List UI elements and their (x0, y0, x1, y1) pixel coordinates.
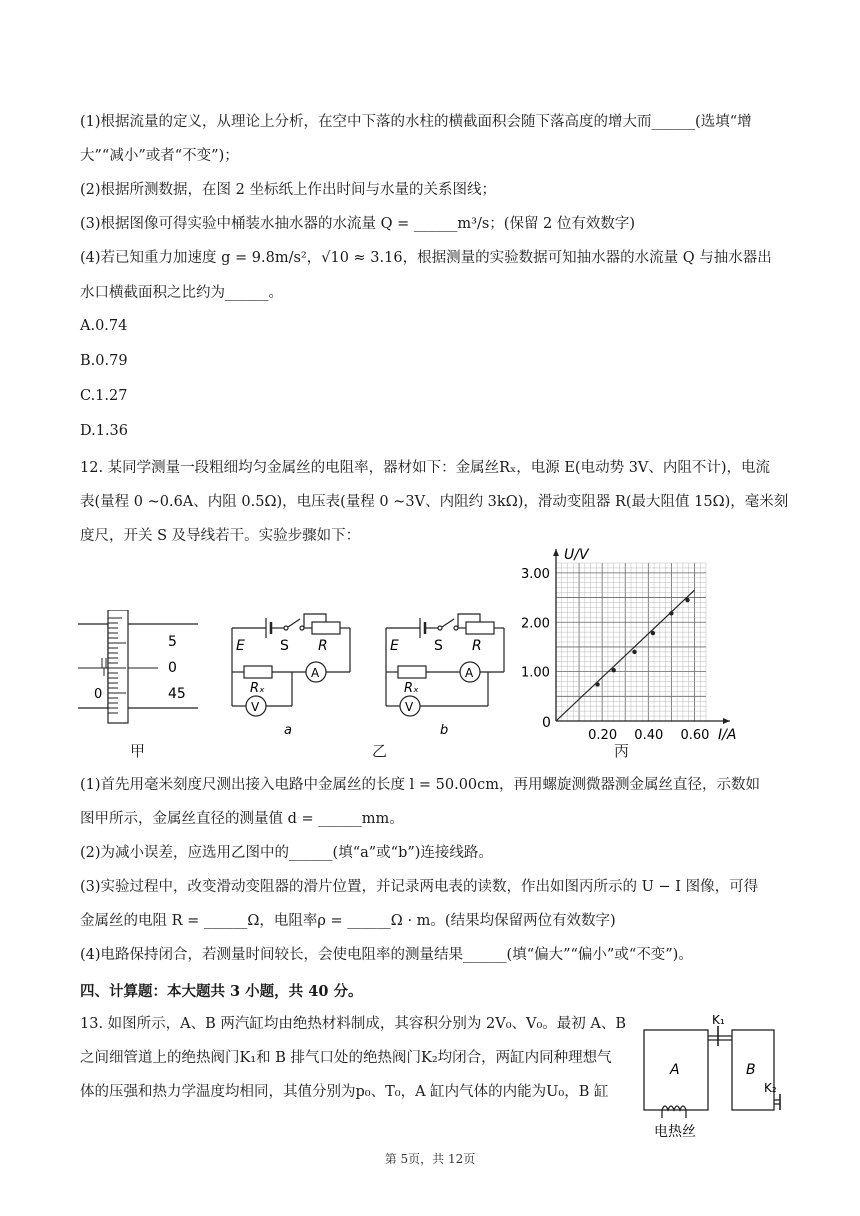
data-point (632, 650, 636, 654)
q13-line3: 体的压强和热力学温度均相同，其值分别为p₀、T₀，A 缸内气体的内能为U₀，B 缸 (80, 1084, 609, 1100)
circuit-a-ammeter-label: A (311, 666, 320, 680)
x-tick-label: 0.40 (634, 728, 664, 743)
circuit-b-ammeter-label: A (465, 666, 474, 680)
y-tick-label: 3.00 (521, 566, 550, 582)
q11-option-d: D.1.36 (80, 423, 129, 439)
micrometer-label-45: 45 (168, 686, 186, 702)
q12-intro-line2: 表(量程 0 ~0.6A、内阻 0.5Ω)，电压表(量程 0 ~3V、内阻约 3kΩ)，滑动变阻器 R(最大阻值 15Ω)，毫米刻 (80, 494, 789, 510)
q12-part4: (4)电路保持闭合，若测量时间较长，会使电阻率的测量结果______(填“偏大”“偏小”或“不变”)。 (80, 947, 693, 963)
x-tick-label: 0.60 (680, 728, 710, 743)
x-tick-label: 0.20 (588, 728, 618, 743)
q11-part1-line1: (1)根据流量的定义，从理论上分析，在空中下落的水柱的横截面积会随下落高度的增大而______(选填“增 (80, 114, 752, 130)
circuit-b (376, 610, 516, 740)
q12-part2: (2)为减小误差，应选用乙图中的______(填“a”或“b”)连接线路。 (80, 845, 493, 861)
micrometer-main-0: 0 (94, 687, 103, 702)
data-point (669, 611, 673, 615)
circuit-b-letter: b (440, 723, 449, 738)
q11-part3: (3)根据图像可得实验中桶装水抽水器的水流量 Q = ______m³/s；(保留 2 位有效数字) (80, 216, 636, 232)
q13-valve-k2-label: K₂ (764, 1081, 777, 1095)
q11-part4-line2: 水口横截面积之比约为______。 (80, 285, 283, 301)
q13-line2: 之间细管道上的绝热阀门K₁和 B 排气口处的绝热阀门K₂均闭合，两缸内同种理想气 (80, 1050, 612, 1066)
q13-line1: 13. 如图所示，A、B 两汽缸均由绝热材料制成，其容积分别为 2V₀、V₀。最初 A、B (80, 1016, 627, 1032)
q11-part4-line1: (4)若已知重力加速度 g = 9.8m/s²，√10 ≈ 3.16，根据测量的实验数据可知抽水器的水流量 Q 与抽水器出 (80, 250, 772, 266)
y-axis-arrow (553, 549, 559, 556)
circuit-a (222, 610, 362, 740)
circuit-a-e-label: E (236, 638, 245, 654)
q13-valve-k1-label: K₁ (712, 1013, 725, 1027)
q11-part1-line2: 大”“减小”或者“不变”)； (80, 148, 239, 164)
q12-intro-line3: 度尺，开关 S 及导线若干。实验步骤如下： (80, 528, 361, 544)
circuit-a-s-label: S (280, 638, 289, 654)
data-point (651, 631, 655, 635)
section-4-heading: 四、计算题：本大题共 3 小题，共 40 分。 (80, 983, 363, 1000)
q13-cylinder-b-label: B (746, 1062, 756, 1078)
chart-grid (556, 563, 706, 721)
circuit-b-e-label: E (390, 638, 399, 654)
q11-option-a: A.0.74 (80, 318, 128, 334)
q12-part1-line1: (1)首先用毫米刻度尺测出接入电路中金属丝的长度 l = 50.00cm，再用螺旋测微器测金属丝直径，示数如 (80, 777, 761, 793)
q13-cylinder-a-label: A (670, 1062, 680, 1078)
data-point (595, 682, 599, 686)
micrometer-figure (78, 610, 208, 725)
data-point (611, 668, 615, 672)
y-tick-label: 1.00 (521, 665, 550, 681)
circuit-b-rx-label: Rₓ (404, 681, 419, 696)
circuit-a-rx-label: Rₓ (250, 681, 265, 696)
figure-bing-label: 丙 (614, 742, 630, 760)
circuit-a-r-label: R (318, 638, 328, 654)
figure-jia-label: 甲 (130, 742, 146, 760)
q11-option-c: C.1.27 (80, 388, 128, 404)
q11-part2: (2)根据所测数据，在图 2 坐标纸上作出时间与水量的关系图线； (80, 182, 496, 198)
chart-y-axis-label: U/V (564, 547, 589, 563)
micrometer-label-0: 0 (168, 660, 177, 676)
circuit-b-r-label: R (472, 638, 482, 654)
circuit-a-voltmeter-label: V (251, 700, 260, 714)
figure-yi-label: 乙 (372, 742, 388, 760)
circuit-b-s-label: S (434, 638, 443, 654)
q12-part1-line2: 图甲所示，金属丝直径的测量值 d = ______mm。 (80, 811, 404, 827)
q13-cylinder-figure (640, 1012, 790, 1142)
q11-option-b: B.0.79 (80, 353, 128, 369)
q12-intro-line1: 12. 某同学测量一段粗细均匀金属丝的电阻率，器材如下：金属丝Rₓ，电源 E(电动势 3V、内阻不计)，电流 (80, 460, 771, 476)
circuit-b-voltmeter-label: V (405, 700, 414, 714)
q12-part3-line1: (3)实验过程中，改变滑动变阻器的滑片位置，并记录两电表的读数，作出如图丙所示的 U − I 图像，可得 (80, 879, 759, 895)
chart-axes (553, 549, 730, 724)
micrometer-label-5: 5 (168, 634, 177, 650)
q13-heater-label: 电热丝 (654, 1124, 696, 1140)
circuit-a-letter: a (284, 723, 292, 738)
y-tick-label: 2.00 (521, 616, 550, 632)
q12-part3-line2: 金属丝的电阻 R = ______Ω，电阻率ρ = ______Ω · m。(结果均保留两位有效数字) (80, 913, 616, 929)
ui-chart (520, 545, 790, 755)
x-axis-arrow (723, 718, 730, 724)
chart-x-axis-label: I/A (718, 727, 737, 743)
data-point (685, 598, 689, 602)
page-footer: 第 5页，共 12页 (384, 1152, 476, 1166)
chart-origin-label: 0 (542, 715, 551, 731)
